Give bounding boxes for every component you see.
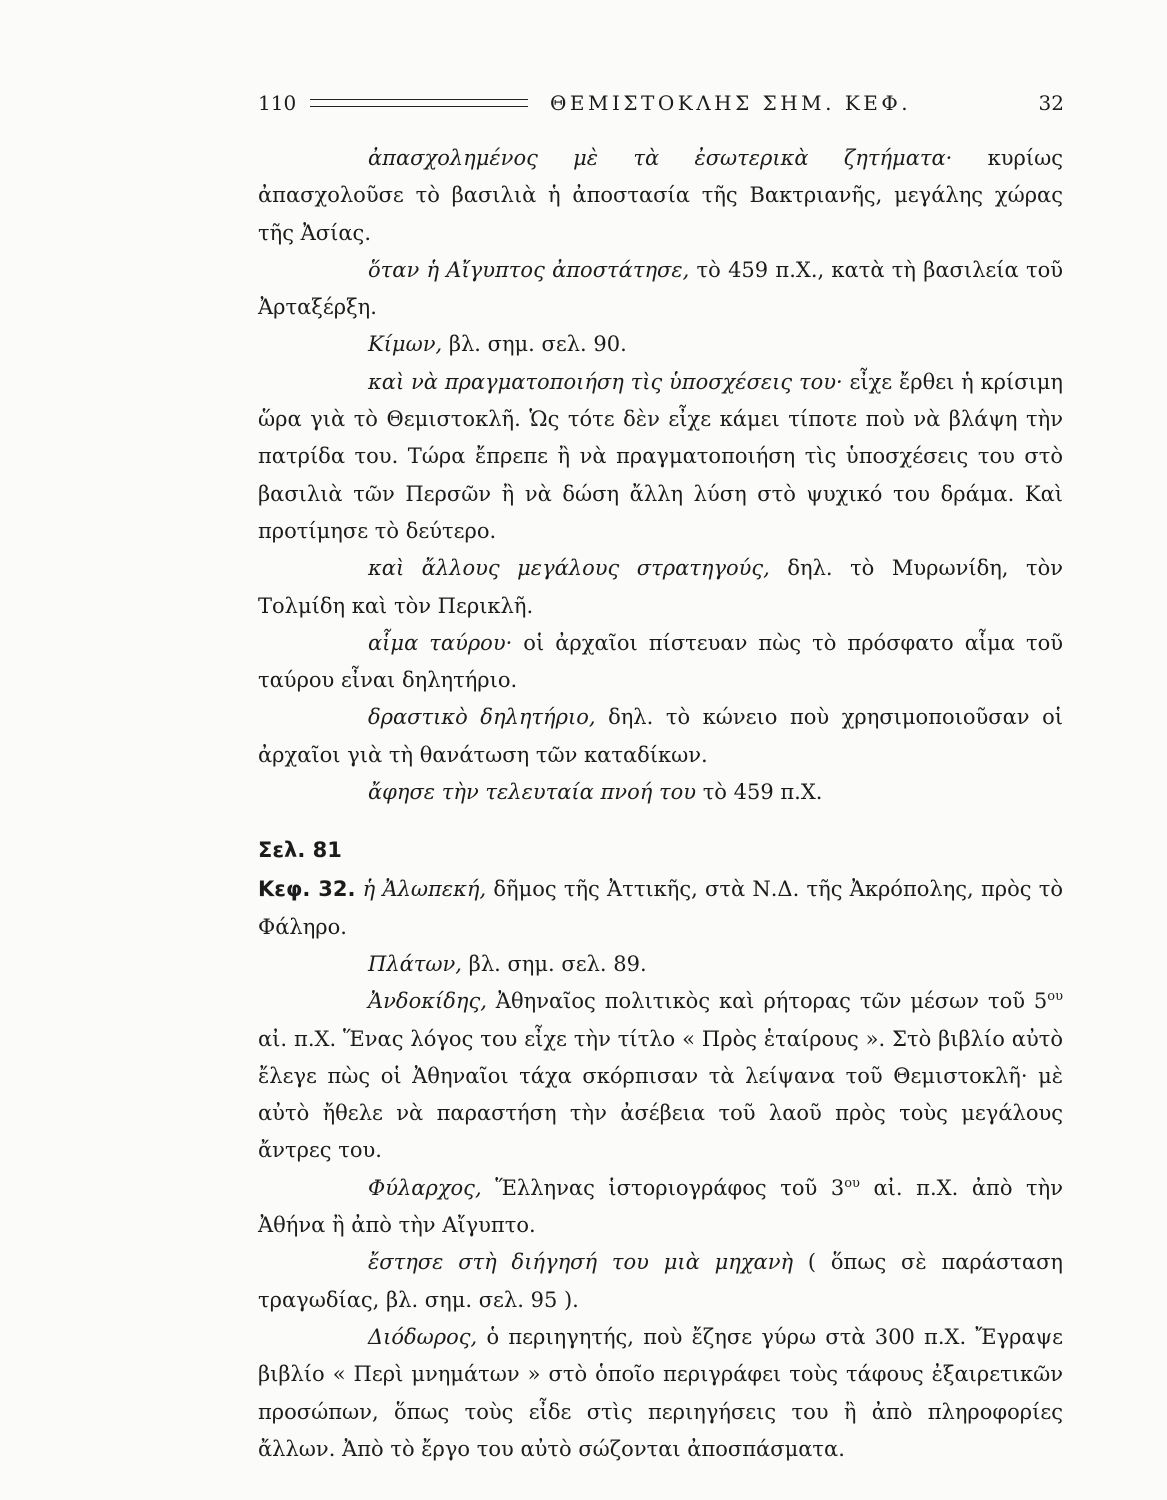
note-paragraph [258,550,1063,625]
note-lemma: ἡ Ἀλωπεκή, [355,877,487,902]
note-text: δηλ. τὸ Μυρωνίδη, τὸν Τολμίδη καὶ τὸν Περικλῆ. [258,556,1063,618]
note-lemma: καὶ νὰ πραγματοποιήση τὶς ὑποσχέσεις του· [368,369,843,394]
note-text: τὸ 459 π.Χ., κατὰ τὴ βασιλεία τοῦ Ἀρταξέρξη. [258,257,1063,320]
note-paragraph [258,1319,1063,1468]
note-text: βλ. σημ. σελ. 90. [442,332,627,357]
chapter-label: Κεφ. 32. [258,877,356,902]
note-lemma: Ἀνδοκίδης, [368,989,487,1014]
running-title: ΘΕΜΙΣΤΟΚΛΗΣ ΣΗΜ. ΚΕΦ. [550,91,912,115]
note-lemma: Διόδωρος, [368,1324,478,1349]
note-paragraph [258,252,1063,327]
note-lemma: Κίμων, [368,332,443,357]
note-text: αἰ. π.Χ. Ἕνας λόγος του εἶχε τὴν τίτλο « Πρὸς ἑταίρους ». Στὸ βιβλίο αὐτὸ ἔλεγε πὼς οἱ Ἀθηναῖοι τάχα σκόρπισαν τὰ λείψανα τοῦ Θεμιστοκλῆ· μὲ αὐτὸ ἤθελε νὰ παραστήση τὴν ἀσέβεια τοῦ λαοῦ πρὸς τοὺς μεγάλους ἄντρες του. [258,1026,1063,1163]
note-paragraph [258,1244,1063,1319]
section-heading: Σελ. 81 [258,838,342,863]
note-text: τὸ 459 π.Χ. [696,780,823,805]
note-text: βλ. σημ. σελ. 89. [462,951,647,976]
chapter-number: 32 [1038,91,1064,115]
note-lemma: ἀπασχολημένος μὲ τὰ ἐσωτερικὰ ζητήματα· [368,146,953,170]
note-paragraph [258,140,1063,252]
note-text: ( ὅπως σὲ παράσταση τραγωδίας, βλ. σημ. σελ. 95 ). [258,1250,1064,1312]
note-paragraph [258,699,1063,774]
note-text: δῆμος τῆς Ἀττικῆς, στὰ Ν.Δ. τῆς Ἀκρόπολης, πρὸς τὸ Φάληρο. [258,877,1063,939]
note-paragraph [258,1170,1063,1245]
page-number: 110 [258,91,297,115]
note-text: Ἕλληνας ἱστοριογράφος τοῦ 3 [481,1175,845,1200]
note-text: κυρίως ἀπασχολοῦσε τὸ βασιλιὰ ἡ ἀποστασία τῆς Βακτριανῆς, μεγάλης χώρας τῆς Ἀσίας. [258,146,1064,245]
note-text: ὁ περιηγητής, ποὺ ἔζησε γύρω στὰ 300 π.Χ. Ἔγραψε βιβλίο « Περὶ μνημάτων » στὸ ὁποῖο περιγράφει τοὺς τάφους ἐξαιρετικῶν προσώπων, ὅπως τοὺς εἶδε στὶς περιηγήσεις του ἢ ἀπὸ πληροφορίες ἄλλων. Ἀπὸ τὸ ἔργο του αὐτὸ σώζονται ἀποσπάσματα. [258,1324,1063,1461]
note-lemma: Πλάτων, [368,951,462,976]
notes-body [258,140,1063,1468]
note-text: δηλ. τὸ κώνειο ποὺ χρησιμοποιοῦσαν οἱ ἀρχαῖοι γιὰ τὴ θανάτωση τῶν καταδίκων. [258,705,1063,767]
ordinal-superscript: ου [1047,989,1063,1005]
note-paragraph [258,871,1063,946]
header-rule [310,99,528,107]
note-paragraph [258,326,1063,363]
note-paragraph [258,946,1063,983]
note-text: Ἀθηναῖος πολιτικὸς καὶ ρήτορας τῶν μέσων τοῦ 5 [486,989,1048,1014]
note-paragraph [258,364,1063,550]
running-header [258,88,1064,118]
note-text: εἶχε ἔρθει ἡ κρίσιμη ὥρα γιὰ τὸ Θεμιστοκλῆ. Ὡς τότε δὲν εἶχε κάμει τίποτε ποὺ νὰ βλάψη τὴν πατρίδα του. Τώρα ἔπρεπε ἢ νὰ πραγματοποιήση τὶς ὑποσχέσεις του στὸ βασιλιὰ τῶν Περσῶν ἢ νὰ δώση ἄλλη λύση στὸ ψυχικό του δράμα. Καὶ προτίμησε τὸ δεύτερο. [258,369,1063,543]
ordinal-superscript: ου [844,1175,860,1191]
note-text: αἰ. π.Χ. ἀπὸ τὴν Ἀθήνα ἢ ἀπὸ τὴν Αἴγυπτο. [258,1175,1063,1238]
note-paragraph [258,625,1063,700]
note-lemma: ἔστησε στὴ διήγησή του μιὰ μηχανὴ [368,1250,794,1275]
note-lemma: αἷμα ταύρου· [368,630,513,655]
note-lemma: δραστικὸ δηλητήριο, [368,705,596,730]
note-lemma: καὶ ἄλλους μεγάλους στρατηγούς, [368,556,770,581]
note-paragraph [258,983,1063,1169]
note-lemma: ὅταν ἡ Αἴγυπτος ἀποστάτησε, [368,257,690,282]
note-lemma: Φύλαρχος, [368,1175,482,1200]
note-lemma: ἄφησε τὴν τελευταία πνοή του [368,780,697,805]
note-paragraph [258,774,1063,811]
note-text: οἱ ἀρχαῖοι πίστευαν πὼς τὸ πρόσφατο αἷμα τοῦ ταύρου εἶναι δηλητήριο. [258,630,1063,693]
